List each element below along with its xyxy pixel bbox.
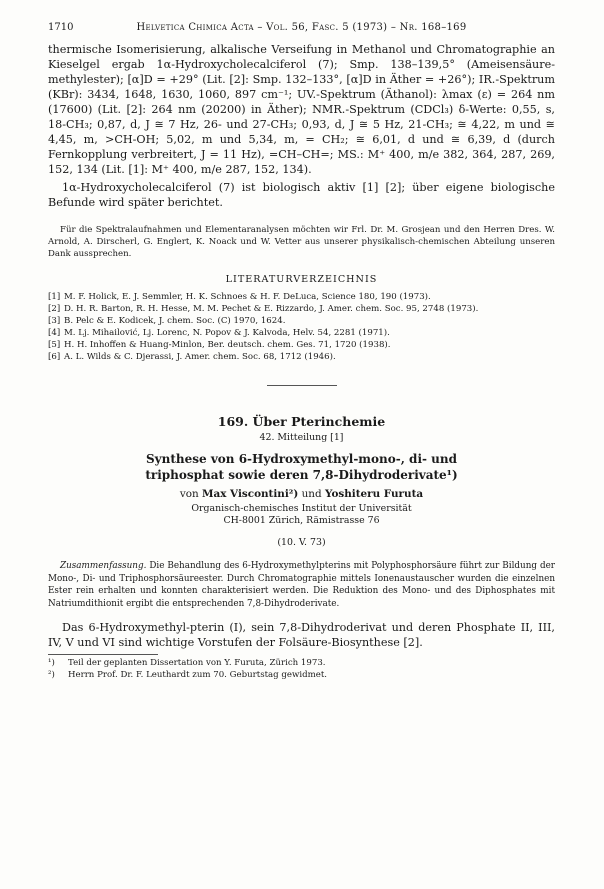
received-date: (10. V. 73) [277,537,326,548]
section-subtitle: 42. Mitteilung [1] [259,432,344,443]
reference-item: [1] M. F. Holick, E. J. Semmler, H. K. Schnoes & H. F. DeLuca, Science 180, 190 (1973). [48,292,431,302]
intro-paragraph: Das 6-Hydroxymethyl-pterin (I), sein 7,8-Dihydroderivat und deren Phosphate II, III, IV, V und VI sind wichtige Vorstufen der Folsäure-Biosynthese [2]. [48,621,555,649]
footnote: ¹) Teil der geplanten Dissertation von Y. Furuta, Zürich 1973. [48,658,326,668]
page [48,22,555,681]
reference-item: [3] B. Pelc & E. Kodicek, J. chem. Soc. (C) 1970, 1624. [48,316,286,326]
reference-item: [6] A. L. Wilds & C. Djerassi, J. Amer. chem. Soc. 68, 1712 (1946). [48,352,336,362]
paragraph-continuation: thermische Isomerisierung, alkalische Verseifung in Methanol und Chromatographie an Kieselgel ergab 1α-Hydroxycholecalciferol (7); Smp. 138–139,5° (Ameisensäure-methylester); [α]D = +29° (Lit. [2]: Smp. 132–133°, [α]D in Äther = +26°); IR.-Spektrum (KBr): 3434, 1648, 1630, 1060, 897 cm⁻¹; UV.-Spektrum (Äthanol): λmax (ε) = 264 nm (17600) (Lit. [2]: 264 nm (20200) in Äther); NMR.-Spektrum (CDCl₃) δ-Werte: 0,55, s, 18-CH₃; 0,87, d, J ≅ 7 Hz, 26- und 27-CH₃; 0,93, d, J ≅ 5 Hz, 21-CH₃; ≅ 4,22, m und ≅ 4,45, m, >CH-OH; 5,02, m und 5,34, m, = CH₂; ≅ 6,01, d und ≅ 6,39, d (durch Fernkopplung verbreitert, J = 11 Hz), =CH–CH=; MS.: M⁺ 400, m/e 382, 364, 287, 269, 152, 134 (Lit. [1]: M⁺ 400, m/e 287, 152, 134). [48,43,555,176]
affiliation: Organisch-chemisches Institut der Universität CH-8001 Zürich, Rämistrasse 76 [191,503,412,526]
body-text [48,42,555,210]
reference-item: [4] M. Lj. Mihailović, Lj. Lorenc, N. Popov & J. Kalvoda, Helv. 54, 2281 (1971). [48,328,390,338]
footnotes [48,657,555,681]
references-title: LITERATURVERZEICHNIS [225,274,378,285]
running-header [48,22,555,36]
paragraph-biological: 1α-Hydroxycholecalciferol (7) ist biologisch aktiv [1] [2]; über eigene biologische Befunde wird später berichtet. [48,181,555,209]
author-name: Yoshiteru Furuta [324,488,424,500]
abstract-text: Die Behandlung des 6-Hydroxymethylpterins mit Polyphosphorsäure führt zur Bildung der Mono-, Di- und Triphosphorsäureester. Durch Chromatographie mittels Ionenaustauscher wurden die einzelnen Ester rein erhalten und konnten charakterisiert werden. Die Reduktion des Mono- und des Diphosphates mit Natriumdithionit ergibt die entsprechenden 7,8-Dihydroderivate. [48,561,555,609]
section-title: 169. Über Pterinchemie [217,414,386,429]
article-title: Synthese von 6-Hydroxymethyl-mono-, di- und triphosphat sowie deren 7,8-Dihydroderivate¹) [145,452,458,482]
reference-item: [2] D. H. R. Barton, R. H. Hesse, M. M. Pechet & E. Rizzardo, J. Amer. chem. Soc. 95, 2748 (1973). [48,304,479,314]
abstract-label: Zusammenfassung. [60,561,147,571]
footnote-rule [48,654,158,655]
authors: von Max Viscontini²) und Yoshiteru Furuta [179,488,424,500]
author-name: Max Viscontini²) [202,488,299,500]
footnote: ²) Herrn Prof. Dr. F. Leuthardt zum 70. Geburtstag gewidmet. [48,670,328,680]
journal-title: Helvetica Chimica Acta – Vol. 56, Fasc. 5 (1973) – Nr. 168–169 [136,22,467,33]
abstract [48,560,555,610]
acknowledgement: Für die Spektralaufnahmen und Elementaranalysen möchten wir Frl. Dr. M. Grosjean und den Herren Dres. W. Arnold, A. Dirscherl, G. Englert, K. Noack und W. Vetter aus unserer physikalisch-chemischen Abteilung unseren Dank aussprechen. [48,225,555,259]
page-number: 1710 [48,22,74,33]
reference-list [48,291,555,363]
reference-item: [5] H. H. Inhoffen & Huang-Minlon, Ber. deutsch. chem. Ges. 71, 1720 (1938). [48,340,391,350]
section-divider [267,385,337,386]
